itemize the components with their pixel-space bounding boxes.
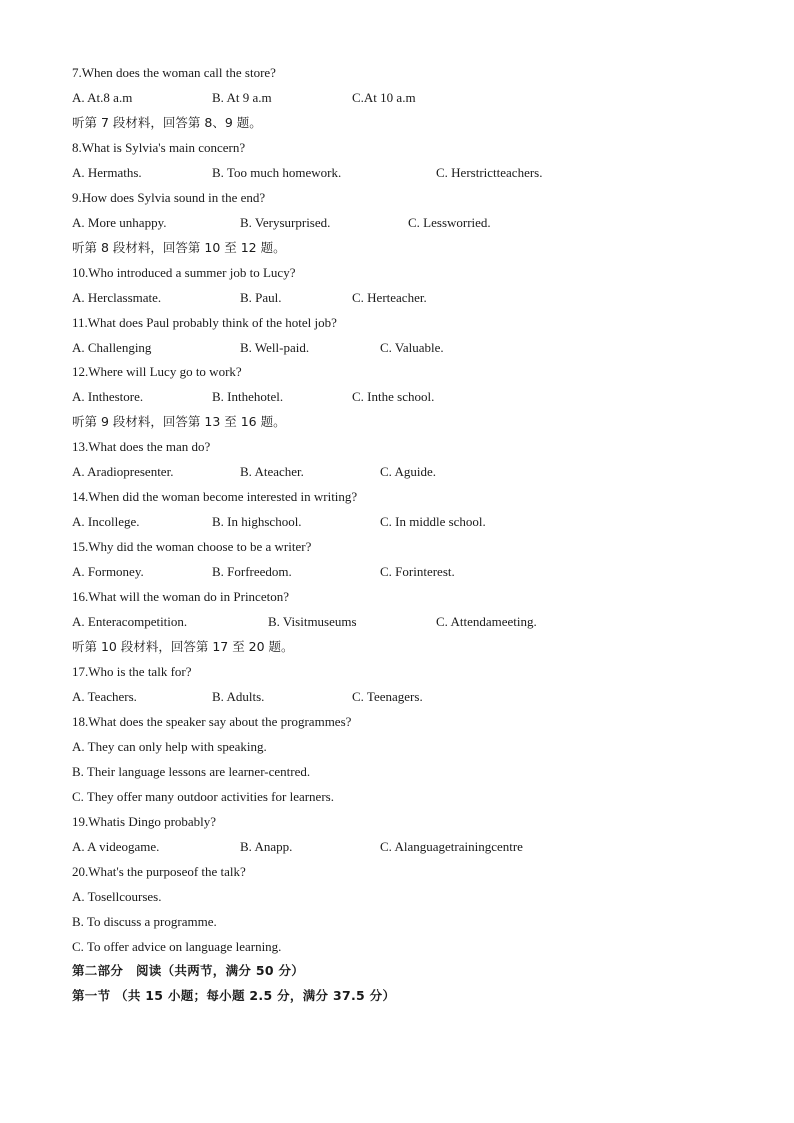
option-a: A. At.8 a.m	[72, 90, 133, 105]
options-11	[0, 340, 794, 356]
question-19: 19.Whatis Dingo probably?	[72, 814, 217, 829]
options-14	[0, 514, 794, 530]
question-12: 12.Where will Lucy go to work?	[72, 364, 242, 379]
option-c: C. They offer many outdoor activities for learners.	[72, 789, 334, 804]
section-one-heading: 第一节 （共 15 小题；每小题 2.5 分，满分 37.5 分）	[72, 988, 396, 1003]
option-c: C. Teenagers.	[352, 689, 423, 704]
option-a: A. Teachers.	[72, 689, 137, 704]
option-b: B. Adults.	[212, 689, 265, 704]
option-b: B. Too much homework.	[212, 165, 342, 180]
option-b: B. Visitmuseums	[268, 614, 357, 629]
option-a: A. Inthestore.	[72, 389, 144, 404]
option-c: C. Aguide.	[380, 464, 436, 479]
options-9	[0, 215, 794, 231]
option-b: B. Anapp.	[240, 839, 293, 854]
question-13: 13.What does the man do?	[72, 439, 211, 454]
question-9: 9.How does Sylvia sound in the end?	[72, 190, 266, 205]
question-7: 7.When does the woman call the store?	[72, 65, 276, 80]
question-20: 20.What's the purposeof the talk?	[72, 864, 246, 879]
option-a: A. A videogame.	[72, 839, 160, 854]
options-15	[0, 564, 794, 580]
options-19	[0, 839, 794, 855]
option-c: C. Valuable.	[380, 340, 444, 355]
section-instruction-8: 听第 8 段材料，回答第 10 至 12 题。	[72, 240, 286, 255]
options-12	[0, 389, 794, 405]
option-a: A. Challenging	[72, 340, 152, 355]
section-instruction-9: 听第 9 段材料，回答第 13 至 16 题。	[72, 414, 286, 429]
option-a: A. More unhappy.	[72, 215, 167, 230]
option-a: A. Hermaths.	[72, 165, 142, 180]
option-a: A. Tosellcourses.	[72, 889, 162, 904]
option-b: B. Ateacher.	[240, 464, 304, 479]
question-15: 15.Why did the woman choose to be a writer?	[72, 539, 312, 554]
option-a: A. Aradiopresenter.	[72, 464, 174, 479]
option-a: A. Enteracompetition.	[72, 614, 188, 629]
option-c: C.At 10 a.m	[352, 90, 416, 105]
option-b: B. Inthehotel.	[212, 389, 284, 404]
options-16	[0, 614, 794, 630]
option-a: A. They can only help with speaking.	[72, 739, 267, 754]
options-10	[0, 290, 794, 306]
options-17	[0, 689, 794, 705]
option-c: C. Inthe school.	[352, 389, 435, 404]
question-10: 10.Who introduced a summer job to Lucy?	[72, 265, 296, 280]
options-7	[0, 90, 794, 106]
option-c: C. Herteacher.	[352, 290, 427, 305]
option-c: C. Attendameeting.	[436, 614, 537, 629]
option-c: C. Forinterest.	[380, 564, 455, 579]
option-c: C. Lessworried.	[408, 215, 491, 230]
option-b: B. Paul.	[240, 290, 282, 305]
section-instruction-7: 听第 7 段材料，回答第 8、9 题。	[72, 115, 262, 130]
option-b: B. To discuss a programme.	[72, 914, 217, 929]
section-instruction-10: 听第 10 段材料，回答第 17 至 20 题。	[72, 639, 294, 654]
option-a: A. Herclassmate.	[72, 290, 162, 305]
option-b: B. Forfreedom.	[212, 564, 292, 579]
question-16: 16.What will the woman do in Princeton?	[72, 589, 289, 604]
question-17: 17.Who is the talk for?	[72, 664, 192, 679]
option-b: B. At 9 a.m	[212, 90, 272, 105]
option-c: C. Alanguagetrainingcentre	[380, 839, 523, 854]
option-c: C. In middle school.	[380, 514, 486, 529]
option-b: B. In highschool.	[212, 514, 302, 529]
options-13	[0, 464, 794, 480]
part-two-heading: 第二部分 阅读（共两节，满分 50 分）	[72, 963, 305, 978]
option-b: B. Well-paid.	[240, 340, 310, 355]
option-b: B. Their language lessons are learner-centred.	[72, 764, 311, 779]
question-14: 14.When did the woman become interested in writing?	[72, 489, 358, 504]
option-c: C. Herstrictteachers.	[436, 165, 543, 180]
option-a: A. Incollege.	[72, 514, 140, 529]
options-8	[0, 165, 794, 181]
question-8: 8.What is Sylvia's main concern?	[72, 140, 246, 155]
option-a: A. Formoney.	[72, 564, 144, 579]
question-11: 11.What does Paul probably think of the hotel job?	[72, 315, 337, 330]
option-c: C. To offer advice on language learning.	[72, 939, 282, 954]
question-18: 18.What does the speaker say about the programmes?	[72, 714, 352, 729]
option-b: B. Verysurprised.	[240, 215, 331, 230]
